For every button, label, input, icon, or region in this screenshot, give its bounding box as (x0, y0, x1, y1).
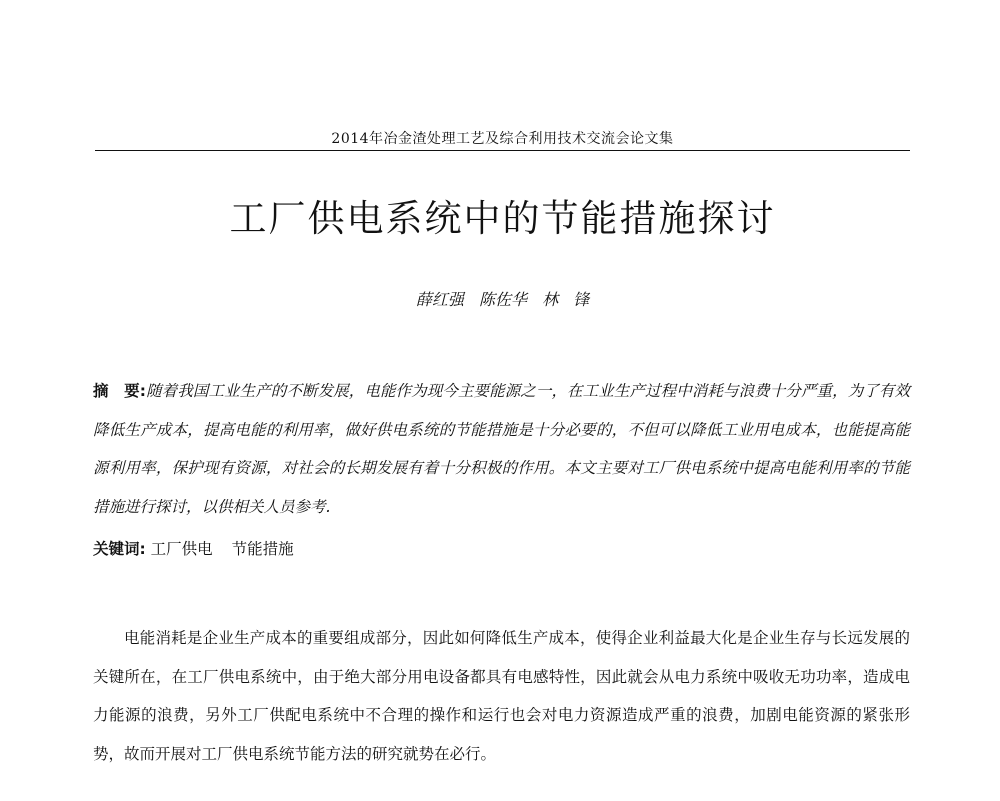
abstract-text: 随着我国工业生产的不断发展，电能作为现今主要能源之一，在工业生产过程中消耗与浪费十分严重，为了有效降低生产成本，提高电能的利用率，做好供电系统的节能措施是十分必要的，不但可以降低工业用电成本，也能提高能源利用率，保护现有资源，对社会的长期发展有着十分积极的作用。本文主要对工厂供电系统中提高电能利用率的节能措施进行探讨，以供相关人员参考. (93, 382, 910, 516)
keywords-label: 关键词: (93, 540, 146, 558)
header-rule (95, 150, 910, 151)
abstract (93, 372, 910, 526)
author-name: 薛红强 (415, 290, 464, 309)
author-list (95, 287, 910, 310)
keywords (93, 537, 910, 559)
body-paragraph: 电能消耗是企业生产成本的重要组成部分，因此如何降低生产成本，使得企业利益最大化是企业生存与长远发展的关键所在，在工厂供电系统中，由于绝大部分用电设备都具有电感特性，因此就会从电力系统中吸收无功功率，造成电力能源的浪费，另外工厂供配电系统中不合理的操作和运行也会对电力资源造成严重的浪费，加剧电能资源的紧张形势，故而开展对工厂供电系统节能方法的研究就势在必行。 (93, 629, 910, 763)
abstract-label: 摘 要: (93, 382, 146, 400)
keyword: 节能措施 (231, 540, 294, 558)
author-name: 林 锋 (542, 290, 590, 309)
paper-title: 工厂供电系统中的节能措施探讨 (229, 197, 776, 240)
author-name: 陈佐华 (478, 290, 527, 309)
keyword: 工厂供电 (150, 540, 213, 558)
running-header: 2014年冶金渣处理工艺及综合利用技术交流会论文集 (331, 131, 674, 147)
